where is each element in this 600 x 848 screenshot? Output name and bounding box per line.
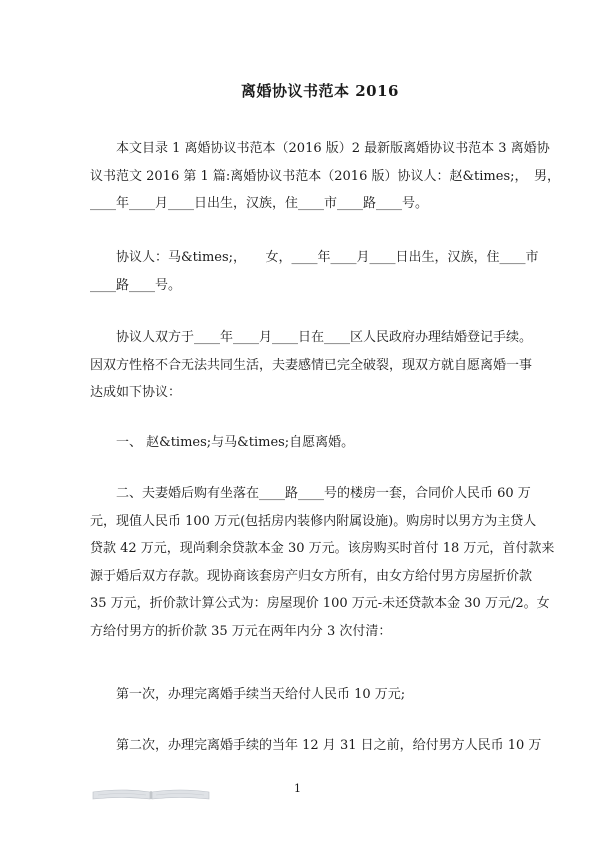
text-line: 协议人：马&times;， 女，____年____月____日出生，汉族，住____市 <box>116 250 539 265</box>
paragraph-marriage-registration <box>90 324 533 407</box>
text-line: 达成如下协议： <box>90 385 182 400</box>
text-line: 议书范文 2016 第 1 篇:离婚协议书范本（2016 版）协议人：赵&times;， 男， <box>90 168 561 184</box>
paragraph-clause-one <box>90 429 520 457</box>
paragraph-second-payment <box>90 732 542 760</box>
text-line: 一、 赵&times;与马&times;自愿离婚。 <box>116 435 355 450</box>
paragraph-clause-two <box>90 480 555 645</box>
text-line: ____年____月____日出生，汉族，住____市____路____号。 <box>90 196 429 211</box>
open-book-icon <box>92 788 210 800</box>
text-line: 第一次，办理完离婚手续当天给付人民币 10 万元; <box>116 687 406 702</box>
text-line: 因双方性格不合无法共同生活，夫妻感情已完全破裂，现双方就自愿离婚一事 <box>90 357 533 373</box>
text-line: 源于婚后双方存款。现协商该套房产归女方所有，由女方给付男方房屋折价款 <box>90 568 533 584</box>
text-line: 二、夫妻婚后购有坐落在____路____号的楼房一套，合同价人民币 60 万 <box>116 486 531 501</box>
page-number: 1 <box>294 782 301 795</box>
text-line: 第二次，办理完离婚手续的当年 12 月 31 日之前，给付男方人民币 10 万 <box>116 738 542 753</box>
text-line: 协议人双方于____年____月____日在____区人民政府办理结婚登记手续。 <box>116 330 533 345</box>
document-title: 离婚协议书范本 2016 <box>241 82 399 100</box>
paragraph-table-of-contents <box>90 135 561 218</box>
paragraph-first-payment <box>90 681 520 709</box>
text-line: 元，现值人民币 100 万元(包括房内装修内附属设施)。购房时以男方为主贷人 <box>90 513 537 529</box>
text-line: 本文目录 1 离婚协议书范本（2016 版）2 最新版离婚协议书范本 3 离婚协 <box>116 141 550 156</box>
text-line: ____路____号。 <box>90 277 182 293</box>
text-line: 贷款 42 万元，现尚剩余贷款本金 30 万元。该房购买时首付 18 万元，首付款来 <box>90 541 555 556</box>
text-line: 方给付男方的折价款 35 万元在两年内分 3 次付清： <box>90 623 392 639</box>
paragraph-party-b <box>90 244 539 299</box>
text-line: 35 万元，折价款计算公式为：房屋现价 100 万元-未还贷款本金 30 万元/2。女 <box>90 596 550 611</box>
